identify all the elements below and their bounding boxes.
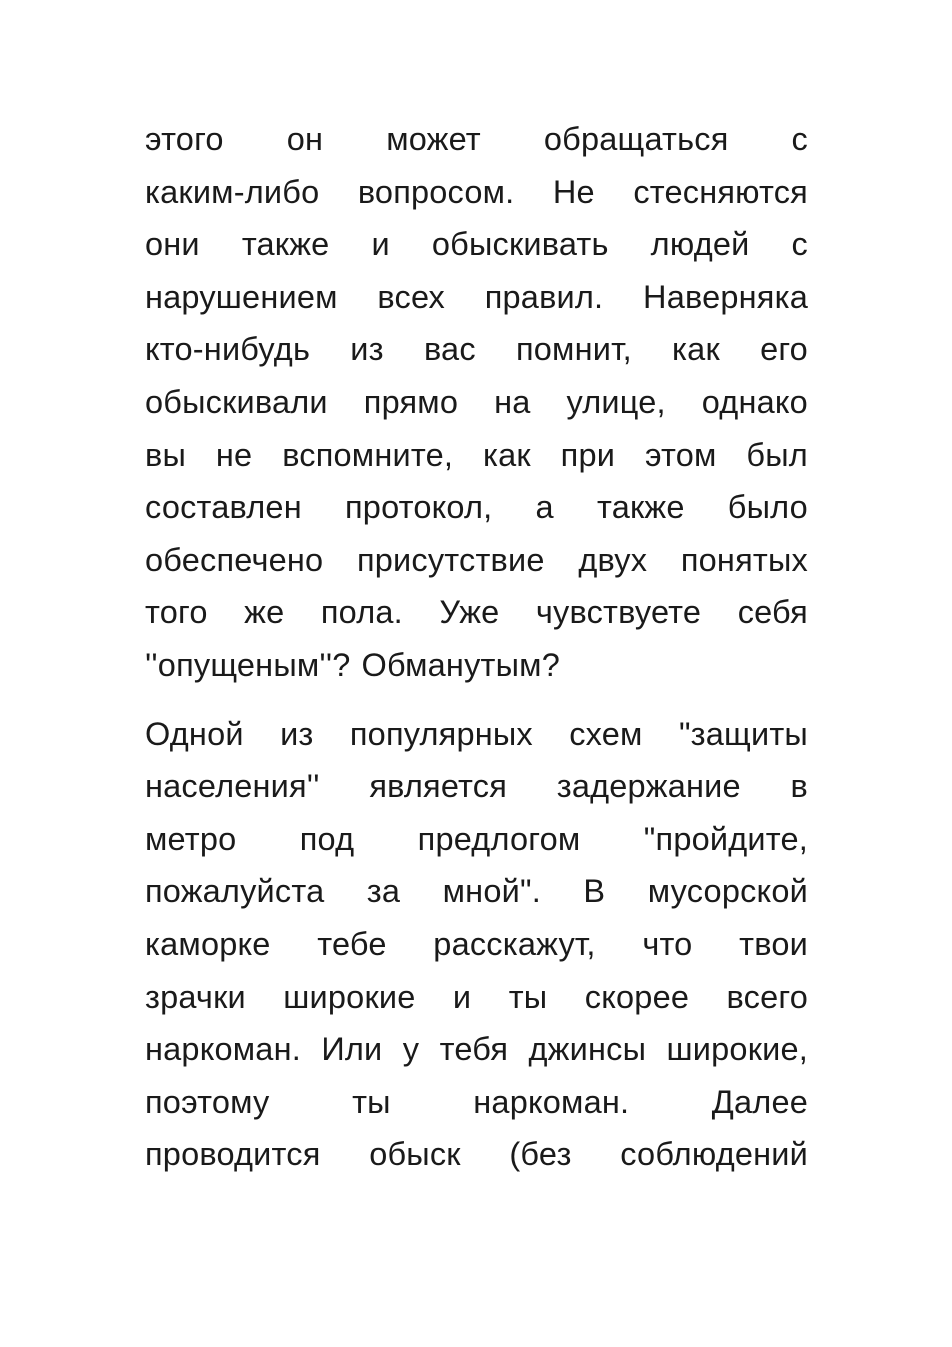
word: он xyxy=(286,121,324,157)
word: составлен xyxy=(145,489,302,526)
word: всех xyxy=(377,278,445,315)
word: обыскивали xyxy=(145,383,328,420)
word: этого xyxy=(145,121,224,157)
text-line xyxy=(145,760,808,813)
word: Наверняка xyxy=(643,278,808,315)
word: что xyxy=(642,925,693,962)
word: его xyxy=(760,331,808,368)
word: расскажут, xyxy=(433,925,596,962)
word: задержание xyxy=(556,768,741,805)
word: схем xyxy=(569,715,643,752)
word: чувствуете xyxy=(535,594,702,631)
word: также xyxy=(241,226,330,263)
text-line xyxy=(145,813,808,866)
word: в xyxy=(790,768,808,805)
word: Уже xyxy=(439,594,500,631)
word: обеспечено xyxy=(145,541,324,578)
word: вопросом. xyxy=(357,173,515,210)
word: людей xyxy=(650,226,750,263)
text-line xyxy=(145,113,808,166)
word: "защиты xyxy=(678,715,808,752)
word: популярных xyxy=(349,715,533,752)
word: ''опущеным''? xyxy=(145,646,351,683)
word: и xyxy=(371,226,390,263)
word: предлогом xyxy=(417,820,581,857)
word: под xyxy=(299,820,355,857)
paragraph-2 xyxy=(145,708,808,1181)
word: "пройдите, xyxy=(643,820,808,857)
word: с xyxy=(791,121,808,157)
text-line xyxy=(145,323,808,376)
word: широкие xyxy=(283,978,416,1015)
text-line xyxy=(145,1128,808,1181)
word: и xyxy=(452,978,472,1015)
word: мусорской xyxy=(647,873,808,910)
word: Или xyxy=(321,1031,383,1068)
text-line xyxy=(145,1076,808,1129)
word: этом xyxy=(644,436,717,473)
text-line xyxy=(145,865,808,918)
word: протокол, xyxy=(345,489,493,526)
word: каким-либо xyxy=(145,173,320,210)
body-text xyxy=(145,113,808,1181)
word: зрачки xyxy=(145,978,246,1015)
word: понятых xyxy=(680,541,808,578)
word: джинсы xyxy=(528,1031,647,1068)
word: проводится xyxy=(145,1136,321,1173)
word: скорее xyxy=(584,978,690,1015)
word: помнит, xyxy=(515,331,632,368)
word: широкие, xyxy=(666,1031,808,1068)
word: Далее xyxy=(711,1083,808,1120)
word: однако xyxy=(701,383,808,420)
word: правил. xyxy=(484,278,604,315)
word: также xyxy=(596,489,685,526)
word: был xyxy=(746,436,808,473)
word: наркоман. xyxy=(145,1031,301,1068)
word: же xyxy=(244,594,285,631)
word: из xyxy=(350,331,384,368)
word: поэтому xyxy=(145,1083,270,1120)
word: вспомните, xyxy=(282,436,454,473)
word: как xyxy=(482,436,531,473)
word: (без xyxy=(509,1136,572,1173)
text-line xyxy=(145,429,808,482)
word: Обманутым? xyxy=(361,646,560,683)
text-line xyxy=(145,586,808,639)
word: может xyxy=(386,121,481,157)
word: метро xyxy=(145,820,237,857)
word: В xyxy=(583,873,606,910)
word: твои xyxy=(739,925,808,962)
word: каморке xyxy=(145,925,271,962)
word: у xyxy=(402,1031,420,1068)
text-line xyxy=(145,271,808,324)
word: присутствие xyxy=(356,541,545,578)
word: стесняются xyxy=(633,173,808,210)
word: тебе xyxy=(317,925,387,962)
word: они xyxy=(145,226,200,263)
word: прямо xyxy=(363,383,459,420)
word: кто-нибудь xyxy=(145,331,311,368)
word: было xyxy=(727,489,808,526)
word: а xyxy=(535,489,554,526)
text-line xyxy=(145,639,808,692)
word: двух xyxy=(578,541,648,578)
word: является xyxy=(369,768,507,805)
word: Одной xyxy=(145,715,244,752)
word: всего xyxy=(726,978,808,1015)
word: соблюдений xyxy=(620,1136,808,1173)
paragraph-1 xyxy=(145,113,808,692)
text-line xyxy=(145,1023,808,1076)
word: себя xyxy=(737,594,808,631)
word: обыскивать xyxy=(431,226,609,263)
word: пожалуйста xyxy=(145,873,325,910)
word: при xyxy=(560,436,616,473)
text-line xyxy=(145,708,808,761)
text-line xyxy=(145,971,808,1024)
word: пола. xyxy=(320,594,403,631)
text-line xyxy=(145,218,808,271)
word: Не xyxy=(552,173,595,210)
word: как xyxy=(672,331,720,368)
word: тебя xyxy=(439,1031,509,1068)
word: ты xyxy=(508,978,548,1015)
word: населения'' xyxy=(145,768,320,805)
word: за xyxy=(366,873,401,910)
word: улице, xyxy=(566,383,666,420)
word: того xyxy=(145,594,208,631)
text-line xyxy=(145,376,808,429)
word: с xyxy=(791,226,808,263)
word: обращаться xyxy=(543,121,729,157)
word: не xyxy=(215,436,253,473)
word: обыск xyxy=(369,1136,461,1173)
word: вы xyxy=(145,436,187,473)
word: мной". xyxy=(442,873,541,910)
text-line xyxy=(145,166,808,219)
word: наркоман. xyxy=(473,1083,630,1120)
text-line xyxy=(145,534,808,587)
word: из xyxy=(280,715,314,752)
text-line xyxy=(145,918,808,971)
word: вас xyxy=(423,331,476,368)
word: нарушением xyxy=(145,278,338,315)
word: на xyxy=(494,383,531,420)
text-line xyxy=(145,481,808,534)
word: ты xyxy=(352,1083,391,1120)
